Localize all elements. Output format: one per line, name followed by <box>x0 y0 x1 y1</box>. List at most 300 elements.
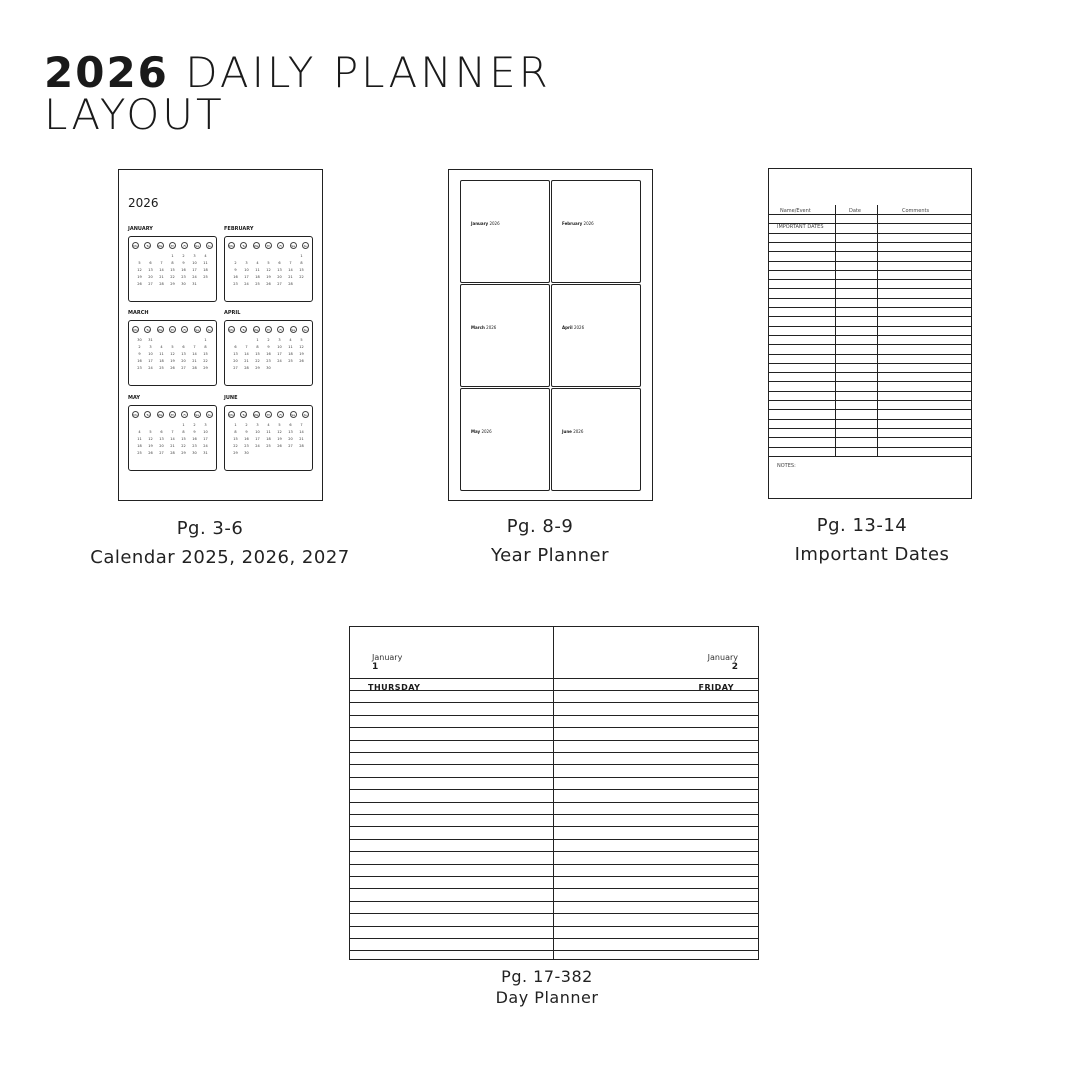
weekday-mark: Th <box>266 328 271 332</box>
day-cell <box>145 254 156 258</box>
day-cell: 6 <box>182 345 185 349</box>
day-cell: 16 <box>244 437 249 441</box>
day-cell: 5 <box>171 345 174 349</box>
day-cell: 19 <box>299 352 304 356</box>
day-cell: 13 <box>181 352 186 356</box>
year-planner-month-box <box>460 180 550 283</box>
day-cell: 6 <box>160 430 163 434</box>
day-cell <box>167 423 178 427</box>
day-cell: 15 <box>181 437 186 441</box>
day-cell: 21 <box>159 275 164 279</box>
day-cell: 21 <box>244 359 249 363</box>
day-planner-caption-label: Day Planner <box>495 988 599 1007</box>
month-grid <box>224 405 313 471</box>
day-cell: 26 <box>266 282 271 286</box>
weekday-mark: Sa <box>291 244 296 248</box>
day-cell: 3 <box>278 338 281 342</box>
month-name: April <box>562 325 573 330</box>
month-label <box>471 221 500 226</box>
day-cell: 31 <box>192 282 197 286</box>
day-cell: 11 <box>203 261 208 265</box>
day-cell: 9 <box>245 430 248 434</box>
right-month: January <box>707 653 738 662</box>
day-cell <box>178 338 189 342</box>
day-grid <box>230 254 307 286</box>
month-name: FEBRUARY <box>224 226 254 232</box>
ruled-line <box>350 690 758 691</box>
day-cell: 26 <box>299 359 304 363</box>
month-label <box>562 325 584 330</box>
day-cell: 1 <box>256 338 259 342</box>
day-cell: 29 <box>181 451 186 455</box>
ruled-line <box>350 938 758 939</box>
day-cell <box>241 254 252 258</box>
day-cell: 18 <box>266 437 271 441</box>
day-cell: 20 <box>181 359 186 363</box>
day-cell: 2 <box>182 254 185 258</box>
weekday-mark: Sa <box>195 244 200 248</box>
day-cell: 11 <box>255 268 260 272</box>
day-cell <box>241 338 252 342</box>
right-weekday: FRIDAY <box>698 683 734 692</box>
weekday-row <box>132 326 213 333</box>
day-cell: 5 <box>138 261 141 265</box>
table-rule <box>769 242 971 243</box>
day-cell: 30 <box>137 338 142 342</box>
day-cell: 10 <box>244 268 249 272</box>
weekday-mark: Su <box>303 413 308 417</box>
day-cell: 17 <box>192 268 197 272</box>
day-cell: 14 <box>192 352 197 356</box>
day-cell: 22 <box>203 359 208 363</box>
day-cell: 8 <box>182 430 185 434</box>
day-cell: 18 <box>203 268 208 272</box>
calendar-caption <box>70 518 370 568</box>
year-planner-month-box <box>551 180 641 283</box>
day-cell: 4 <box>204 254 207 258</box>
weekday-mark: Tu <box>146 244 150 248</box>
day-cell <box>263 254 274 258</box>
month-label <box>471 429 492 434</box>
year-planner-month-box <box>551 284 641 387</box>
day-cell <box>230 254 241 258</box>
day-cell: 14 <box>170 437 175 441</box>
table-rule <box>769 447 971 448</box>
day-cell: 27 <box>233 366 238 370</box>
day-cell: 23 <box>244 444 249 448</box>
day-cell: 5 <box>149 430 152 434</box>
table-rule <box>769 270 971 271</box>
month-name: JUNE <box>224 395 238 401</box>
day-cell: 28 <box>170 451 175 455</box>
day-cell: 8 <box>171 261 174 265</box>
table-rule <box>769 316 971 317</box>
day-cell: 23 <box>233 282 238 286</box>
day-cell: 7 <box>289 261 292 265</box>
day-cell: 19 <box>266 275 271 279</box>
day-grid <box>134 423 211 455</box>
table-rule <box>769 307 971 308</box>
day-cell: 26 <box>148 451 153 455</box>
day-cell: 21 <box>288 275 293 279</box>
day-cell: 13 <box>288 430 293 434</box>
table-rule <box>769 214 971 215</box>
day-cell: 2 <box>193 423 196 427</box>
day-cell: 27 <box>159 451 164 455</box>
year-planner-month-box <box>460 284 550 387</box>
day-cell: 24 <box>255 444 260 448</box>
table-rule <box>769 251 971 252</box>
title-year: 2026 <box>44 48 169 97</box>
important-dates-label: IMPORTANT DATES <box>777 224 824 230</box>
day-cell: 17 <box>277 352 282 356</box>
weekday-mark: Sa <box>291 413 296 417</box>
day-cell: 22 <box>181 444 186 448</box>
ruled-line <box>350 727 758 728</box>
day-cell: 29 <box>170 282 175 286</box>
day-cell: 30 <box>192 451 197 455</box>
day-cell: 20 <box>233 359 238 363</box>
day-cell: 14 <box>159 268 164 272</box>
day-cell: 13 <box>233 352 238 356</box>
day-cell: 4 <box>256 261 259 265</box>
table-rule <box>769 354 971 355</box>
table-rule <box>769 288 971 289</box>
ruled-line <box>350 702 758 703</box>
day-cell: 9 <box>267 345 270 349</box>
left-day-number: 1 <box>372 662 379 672</box>
header-rule <box>350 678 758 679</box>
day-cell: 10 <box>277 345 282 349</box>
day-cell: 25 <box>137 451 142 455</box>
year-planner-caption-pages: Pg. 8-9 <box>506 516 574 537</box>
day-cell: 12 <box>277 430 282 434</box>
column-divider <box>835 205 836 456</box>
ruled-line <box>350 777 758 778</box>
ruled-line <box>350 913 758 914</box>
weekday-mark: Fr <box>277 411 284 418</box>
ruled-line <box>350 926 758 927</box>
day-cell: 1 <box>182 423 185 427</box>
important-dates-caption-pages: Pg. 13-14 <box>816 515 908 536</box>
day-cell <box>145 423 156 427</box>
day-cell: 26 <box>170 366 175 370</box>
day-cell: 3 <box>245 261 248 265</box>
month-label <box>562 221 594 226</box>
day-cell: 18 <box>255 275 260 279</box>
table-rule <box>769 437 971 438</box>
weekday-mark: Tu <box>146 328 150 332</box>
col-name-header: Name/Event <box>780 208 811 214</box>
day-cell: 16 <box>192 437 197 441</box>
year-planner-caption <box>400 516 700 566</box>
ruled-line <box>350 814 758 815</box>
month-year: 2026 <box>573 429 584 434</box>
weekday-mark: Th <box>266 244 271 248</box>
day-cell: 13 <box>148 268 153 272</box>
day-cell: 26 <box>277 444 282 448</box>
day-cell <box>156 254 167 258</box>
title-rest: DAILY PLANNER <box>185 48 551 97</box>
weekday-row <box>132 242 213 249</box>
col-comments-header: Comments <box>902 208 930 214</box>
weekday-mark: We <box>253 328 259 332</box>
ruled-line <box>350 740 758 741</box>
weekday-mark: Th <box>266 413 271 417</box>
day-cell: 17 <box>244 275 249 279</box>
day-cell: 25 <box>288 359 293 363</box>
day-cell: 24 <box>192 275 197 279</box>
ruled-line <box>350 789 758 790</box>
day-cell <box>230 338 241 342</box>
left-weekday: THURSDAY <box>368 683 421 692</box>
year-planner-month-box <box>460 388 550 491</box>
month-grid <box>128 405 217 471</box>
day-cell: 10 <box>203 430 208 434</box>
day-cell: 30 <box>244 451 249 455</box>
day-cell: 2 <box>234 261 237 265</box>
weekday-mark: Tu <box>242 413 246 417</box>
day-cell <box>274 254 285 258</box>
day-cell: 15 <box>203 352 208 356</box>
day-planner-caption <box>397 967 697 1007</box>
day-cell: 17 <box>203 437 208 441</box>
day-cell: 27 <box>148 282 153 286</box>
calendar-year: 2026 <box>128 196 159 210</box>
day-cell <box>252 254 263 258</box>
month-year: 2026 <box>486 325 497 330</box>
month-grid <box>224 236 313 302</box>
day-cell <box>134 423 145 427</box>
day-grid <box>134 254 211 286</box>
day-cell: 4 <box>138 430 141 434</box>
day-cell: 18 <box>159 359 164 363</box>
important-dates-page-preview <box>768 168 972 499</box>
day-cell: 27 <box>181 366 186 370</box>
weekday-mark: Tu <box>146 413 150 417</box>
day-cell: 30 <box>266 366 271 370</box>
table-rule <box>769 381 971 382</box>
table-rule <box>769 363 971 364</box>
day-cell: 1 <box>171 254 174 258</box>
day-planner-caption-pages: Pg. 17-382 <box>501 967 593 986</box>
day-cell: 6 <box>289 423 292 427</box>
weekday-mark: Fr <box>181 326 188 333</box>
day-cell: 19 <box>277 437 282 441</box>
day-cell: 10 <box>192 261 197 265</box>
day-cell: 12 <box>137 268 142 272</box>
ruled-line <box>350 851 758 852</box>
weekday-mark: Su <box>303 244 308 248</box>
weekday-mark: Su <box>207 413 212 417</box>
day-cell: 14 <box>299 430 304 434</box>
day-cell: 23 <box>137 366 142 370</box>
day-cell: 5 <box>267 261 270 265</box>
day-cell: 27 <box>277 282 282 286</box>
year-planner-month-box <box>551 388 641 491</box>
table-rule <box>769 261 971 262</box>
day-cell: 19 <box>170 359 175 363</box>
day-cell: 28 <box>159 282 164 286</box>
day-cell: 28 <box>244 366 249 370</box>
weekday-row <box>228 326 309 333</box>
important-dates-caption <box>722 515 1022 565</box>
day-cell: 29 <box>233 451 238 455</box>
day-cell: 14 <box>288 268 293 272</box>
weekday-mark: Fr <box>181 411 188 418</box>
title-line2: LAYOUT <box>44 90 225 139</box>
day-cell: 23 <box>266 359 271 363</box>
day-cell: 13 <box>277 268 282 272</box>
day-cell: 31 <box>203 451 208 455</box>
month-name: APRIL <box>224 310 241 316</box>
ruled-line <box>350 864 758 865</box>
table-rule <box>769 372 971 373</box>
day-cell: 19 <box>148 444 153 448</box>
month-grid <box>224 320 313 386</box>
day-cell: 9 <box>193 430 196 434</box>
table-rule <box>769 298 971 299</box>
day-cell: 1 <box>204 338 207 342</box>
weekday-mark: Tu <box>242 328 246 332</box>
page-title <box>44 48 551 139</box>
day-cell: 8 <box>300 261 303 265</box>
month-grid <box>128 236 217 302</box>
day-cell: 30 <box>181 282 186 286</box>
weekday-mark: We <box>157 413 163 417</box>
day-cell: 4 <box>267 423 270 427</box>
weekday-mark: Su <box>303 328 308 332</box>
day-cell: 15 <box>255 352 260 356</box>
day-cell: 22 <box>255 359 260 363</box>
day-cell: 4 <box>160 345 163 349</box>
day-cell: 20 <box>288 437 293 441</box>
weekday-mark: We <box>157 244 163 248</box>
day-cell: 21 <box>192 359 197 363</box>
right-day-number: 2 <box>731 662 738 672</box>
day-cell: 28 <box>192 366 197 370</box>
day-cell: 23 <box>192 444 197 448</box>
spine-divider <box>553 627 554 959</box>
day-cell <box>189 338 200 342</box>
calendar-caption-pages: Pg. 3-6 <box>176 518 244 539</box>
weekday-mark: Th <box>170 328 175 332</box>
table-rule <box>769 456 971 457</box>
day-cell: 15 <box>170 268 175 272</box>
month-year: 2026 <box>583 221 594 226</box>
day-cell: 1 <box>300 254 303 258</box>
notes-label: NOTES: <box>777 463 796 469</box>
month-name: January <box>471 221 489 226</box>
weekday-mark: We <box>157 328 163 332</box>
day-cell: 16 <box>266 352 271 356</box>
day-cell: 6 <box>234 345 237 349</box>
day-cell: 25 <box>203 275 208 279</box>
month-year: 2026 <box>573 325 585 330</box>
ruled-line <box>350 888 758 889</box>
day-cell: 7 <box>193 345 196 349</box>
day-cell: 22 <box>170 275 175 279</box>
day-cell: 9 <box>234 268 237 272</box>
weekday-mark: We <box>253 413 259 417</box>
weekday-mark: Su <box>207 244 212 248</box>
day-cell: 20 <box>148 275 153 279</box>
year-planner-page-preview <box>448 169 653 501</box>
day-cell: 16 <box>137 359 142 363</box>
ruled-line <box>350 839 758 840</box>
day-cell: 10 <box>255 430 260 434</box>
day-cell: 18 <box>137 444 142 448</box>
day-cell: 28 <box>299 444 304 448</box>
day-cell: 27 <box>288 444 293 448</box>
weekday-row <box>228 242 309 249</box>
day-cell: 5 <box>300 338 303 342</box>
weekday-mark: Sa <box>195 328 200 332</box>
weekday-mark: Mo <box>229 328 234 332</box>
day-cell: 11 <box>137 437 142 441</box>
weekday-mark: Th <box>170 413 175 417</box>
weekday-mark: Mo <box>229 413 234 417</box>
weekday-mark: Th <box>170 244 175 248</box>
day-cell: 5 <box>278 423 281 427</box>
day-cell: 13 <box>159 437 164 441</box>
day-cell: 17 <box>148 359 153 363</box>
month-label <box>471 325 496 330</box>
day-cell: 9 <box>138 352 141 356</box>
month-year: 2026 <box>489 221 500 226</box>
day-cell: 11 <box>288 345 293 349</box>
table-rule <box>769 409 971 410</box>
day-cell: 24 <box>244 282 249 286</box>
month-name: MAY <box>128 395 140 401</box>
ruled-line <box>350 901 758 902</box>
day-cell <box>156 338 167 342</box>
day-grid <box>230 338 307 370</box>
day-cell: 2 <box>245 423 248 427</box>
weekday-mark: Fr <box>277 242 284 249</box>
month-name: February <box>562 221 583 226</box>
day-cell: 11 <box>159 352 164 356</box>
day-cell: 6 <box>149 261 152 265</box>
day-cell: 17 <box>255 437 260 441</box>
day-cell: 24 <box>148 366 153 370</box>
day-cell: 3 <box>193 254 196 258</box>
day-cell: 21 <box>299 437 304 441</box>
day-planner-spread-preview <box>349 626 759 960</box>
day-cell: 24 <box>203 444 208 448</box>
ruled-line <box>350 826 758 827</box>
day-cell: 25 <box>159 366 164 370</box>
day-cell <box>156 423 167 427</box>
table-rule <box>769 400 971 401</box>
day-cell: 26 <box>137 282 142 286</box>
day-cell: 22 <box>233 444 238 448</box>
day-cell: 19 <box>137 275 142 279</box>
day-cell: 16 <box>233 275 238 279</box>
weekday-mark: Mo <box>133 413 138 417</box>
weekday-mark: Fr <box>181 242 188 249</box>
ruled-line <box>350 764 758 765</box>
day-cell: 25 <box>255 282 260 286</box>
day-cell: 7 <box>300 423 303 427</box>
day-cell <box>285 254 296 258</box>
day-cell: 11 <box>266 430 271 434</box>
day-cell: 20 <box>277 275 282 279</box>
day-cell: 12 <box>299 345 304 349</box>
weekday-mark: Mo <box>229 244 234 248</box>
day-cell: 2 <box>138 345 141 349</box>
column-divider <box>877 205 878 456</box>
